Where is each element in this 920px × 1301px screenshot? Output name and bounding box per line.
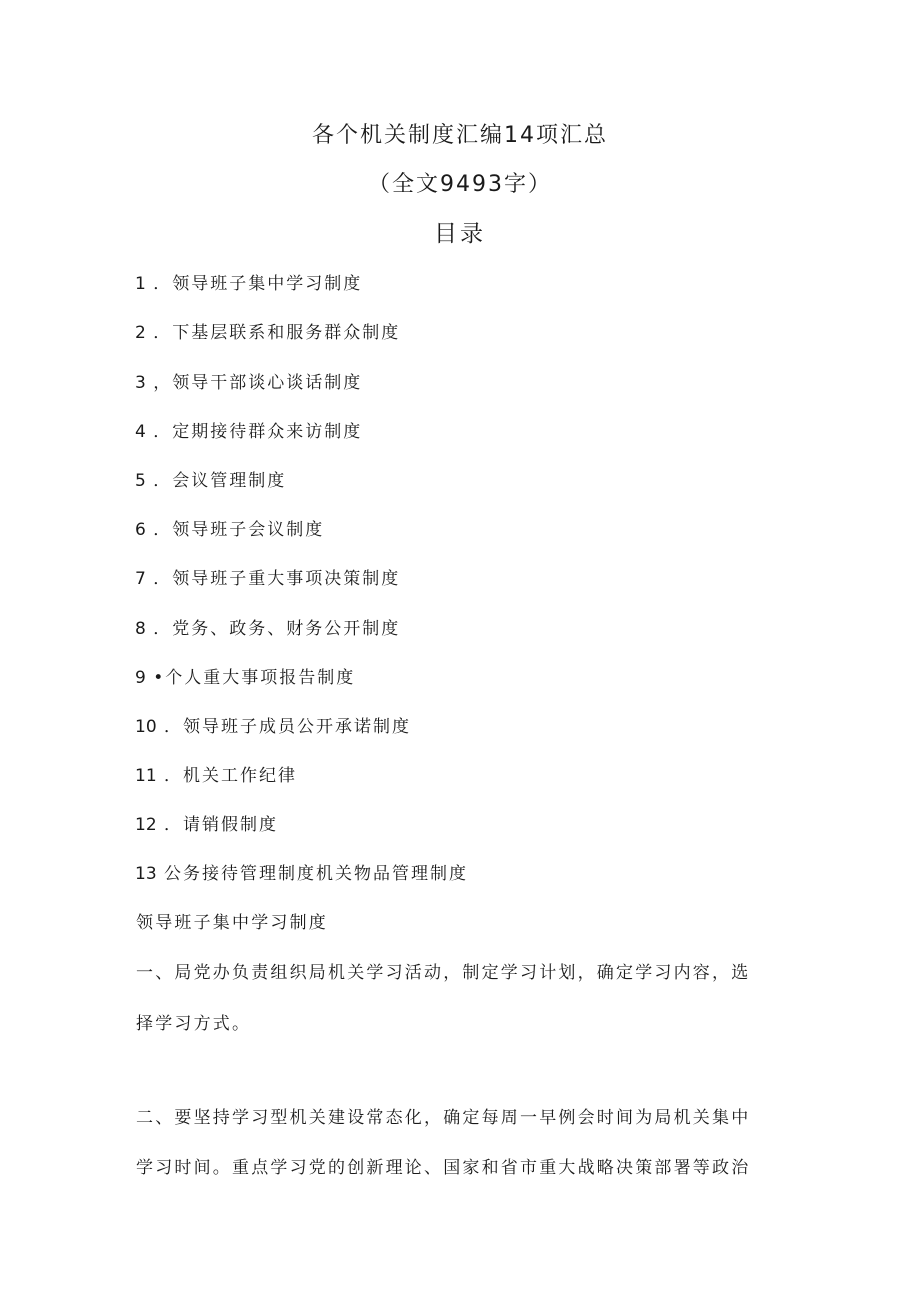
toc-item: [135, 614, 400, 639]
toc-item-text: ．领导班子成员公开承诺制度: [164, 717, 412, 737]
toc-item-text: ．定期接待群众来访制度: [153, 422, 363, 442]
toc-item: [135, 712, 411, 737]
paragraph-line: 学习时间。重点学习党的创新理论、国家和省市重大战略决策部署等政治: [136, 1158, 751, 1178]
paragraph-line: 二、要坚持学习型机关建设常态化，确定每周一早例会时间为局机关集中: [136, 1108, 751, 1128]
toc-item-text: ．党务、政务、财务公开制度: [153, 619, 401, 639]
toc-item: [135, 663, 355, 688]
toc-item-number: 3: [135, 373, 146, 393]
toc-item-text: 公务接待管理制度机关物品管理制度: [164, 864, 469, 884]
toc-item: [135, 466, 286, 491]
toc-item-text: ，领导干部谈心谈话制度: [153, 373, 363, 393]
toc-item-text: ．请销假制度: [164, 815, 279, 835]
toc-item-number: 5: [135, 471, 146, 491]
toc-item: [135, 318, 400, 343]
toc-item-number: 12: [135, 815, 157, 835]
toc-item-text: ．领导班子集中学习制度: [153, 274, 363, 294]
toc-item: [135, 515, 324, 540]
toc-item-number: 8: [135, 619, 146, 639]
toc-item-number: 4: [135, 422, 146, 442]
toc-heading: 目录: [434, 221, 486, 247]
toc-item-text: ．下基层联系和服务群众制度: [153, 323, 401, 343]
toc-item: [135, 368, 362, 393]
toc-item-number: 1: [135, 274, 146, 294]
toc-item: [135, 810, 278, 835]
toc-item-number: 6: [135, 520, 146, 540]
toc-item-number: 9: [135, 668, 146, 688]
toc-item: [135, 859, 468, 884]
paragraph-line: 择学习方式。: [136, 1014, 252, 1034]
toc-item: [135, 417, 362, 442]
toc-item: [135, 761, 297, 786]
toc-item-text: •个人重大事项报告制度: [153, 668, 356, 688]
document-subtitle: （全文9493字）: [368, 172, 552, 197]
toc-item-text: ．领导班子重大事项决策制度: [153, 569, 401, 589]
toc-item-number: 11: [135, 766, 157, 786]
section-heading: 领导班子集中学习制度: [136, 913, 328, 933]
toc-item-number: 10: [135, 717, 157, 737]
toc-item-number: 13: [135, 864, 157, 884]
toc-item-text: ．会议管理制度: [153, 471, 287, 491]
document-title: 各个机关制度汇编14项汇总: [312, 123, 608, 148]
toc-item-number: 2: [135, 323, 146, 343]
toc-item-number: 7: [135, 569, 146, 589]
toc-item: [135, 564, 400, 589]
toc-item-text: ．领导班子会议制度: [153, 520, 325, 540]
toc-item: [135, 269, 362, 294]
paragraph-line: 一、局党办负责组织局机关学习活动，制定学习计划，确定学习内容，选: [136, 963, 751, 983]
toc-item-text: ．机关工作纪律: [164, 766, 298, 786]
